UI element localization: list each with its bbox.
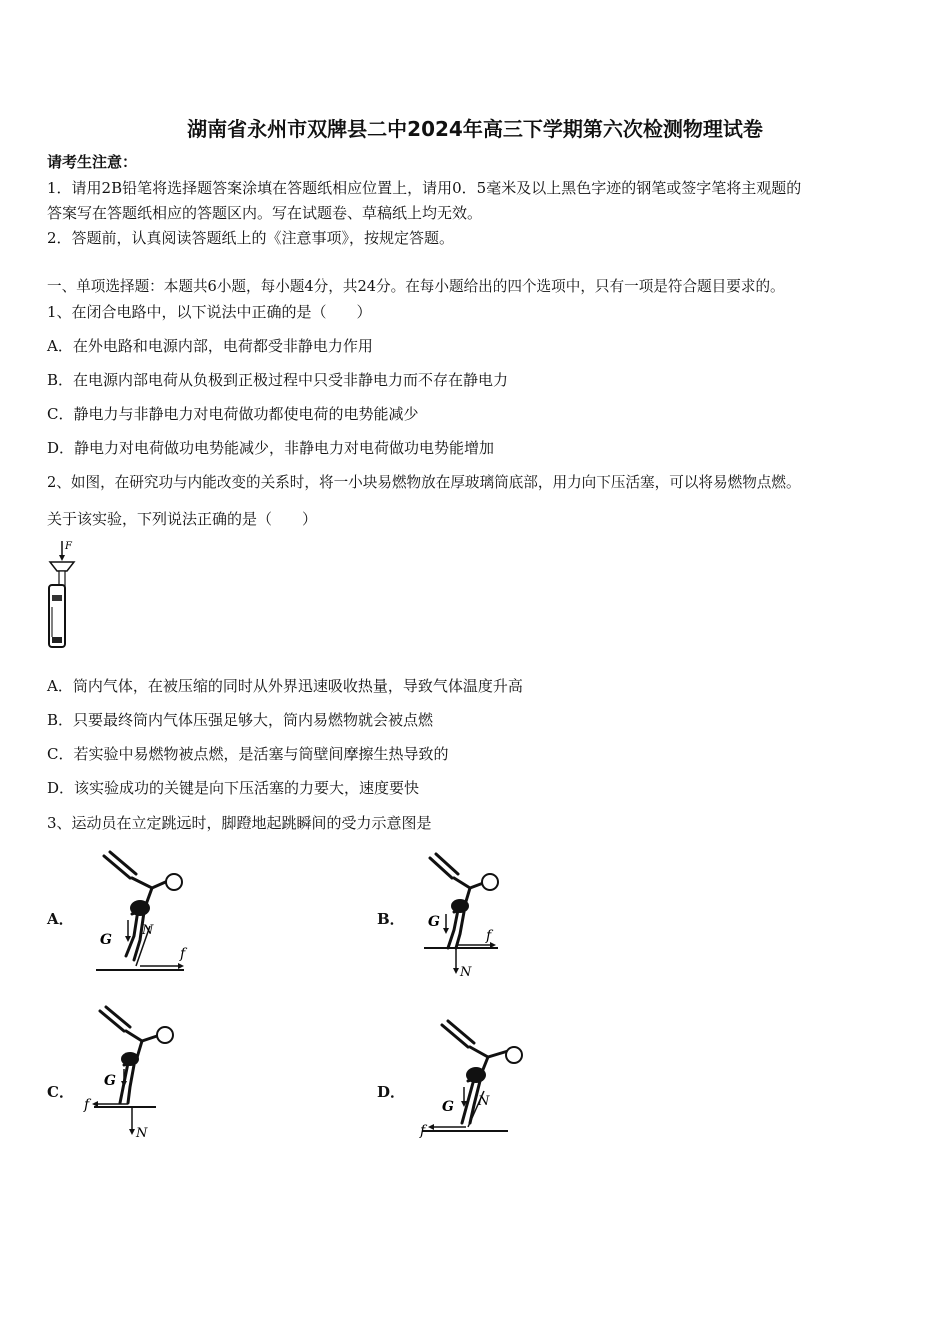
q2-option-b: B．只要最终筒内气体压强足够大，筒内易燃物就会被点燃 (47, 711, 434, 729)
label-n-d: N (478, 1094, 490, 1109)
notice-line-1a: 1．请用2B铅笔将选择题答案涂填在答题纸相应位置上，请用0．5毫米及以上黑色字迹的钢笔或签字笔将主观题的 (47, 179, 802, 197)
q1-option-c: C．静电力与非静电力对电荷做功都使电荷的电势能减少 (47, 405, 419, 423)
athlete-b-shorts (451, 899, 469, 913)
q3-figure-d (412, 1015, 537, 1145)
q1-stem: 1、在闭合电路中，以下说法中正确的是（ ） (47, 303, 372, 321)
q3-stem: 3、运动员在立定跳远时，脚蹬地起跳瞬间的受力示意图是 (47, 814, 432, 832)
arrow-n-c-head (129, 1129, 135, 1135)
arrow-n-b-head (453, 968, 459, 974)
q2-option-d: D．该实验成功的关键是向下压活塞的力要大，速度要快 (47, 779, 420, 797)
athlete-c-shorts (121, 1052, 139, 1066)
athlete-b-head (482, 874, 498, 890)
label-g-c: G (104, 1073, 116, 1089)
section-heading: 一、单项选择题：本题共6小题，每小题4分，共24分。在每小题给出的四个选项中，只有一项是符合题目要求的。 (47, 278, 785, 295)
q2-option-a: A．筒内气体，在被压缩的同时从外界迅速吸收热量，导致气体温度升高 (47, 677, 523, 695)
q3-figure-b (418, 848, 508, 983)
q3-option-b-label: B． (377, 910, 405, 928)
notice-heading: 请考生注意： (47, 153, 138, 171)
label-f-d: f (420, 1123, 426, 1139)
q1-option-d: D．静电力对电荷做功电势能减少，非静电力对电荷做功电势能增加 (47, 439, 495, 457)
athlete-a-head (166, 874, 182, 890)
notice-line-1b: 答案写在答题纸相应的答题区内。写在试题卷、草稿纸上均无效。 (47, 204, 483, 222)
page-title: 湖南省永州市双牌县二中2024年高三下学期第六次检测物理试卷 (187, 117, 763, 141)
label-g-b: G (428, 914, 440, 930)
label-g-a: G (100, 932, 112, 948)
fire-piston-figure (40, 537, 80, 652)
piston-head (52, 595, 62, 601)
label-n-c: N (136, 1126, 148, 1141)
label-f-b: f (486, 928, 492, 944)
arrow-f-a-head (178, 963, 184, 969)
tinder (52, 637, 62, 643)
arrow-f-d-head (428, 1124, 434, 1130)
q3-option-c-label: C． (47, 1083, 74, 1101)
q2-option-c: C．若实验中易燃物被点燃，是活塞与筒壁间摩擦生热导致的 (47, 745, 449, 763)
force-arrow-head (59, 555, 65, 561)
q3-option-a-label: A． (47, 910, 74, 928)
label-f-a: f (180, 946, 186, 962)
label-f-c: f (84, 1097, 90, 1113)
q1-option-a: A．在外电路和电源内部，电荷都受非静电力作用 (47, 337, 373, 355)
force-label-f: F (65, 541, 72, 552)
athlete-d-shorts (466, 1067, 486, 1083)
q1-option-b: B．在电源内部电荷从负极到正极过程中只受非静电力而不存在静电力 (47, 371, 509, 389)
label-n-a: N (142, 923, 154, 938)
q3-figure-a (92, 848, 197, 978)
q2-stem-line1: 2、如图，在研究功与内能改变的关系时，将一小块易燃物放在厚玻璃筒底部，用力向下压活塞，可以将易燃物点燃。 (47, 474, 801, 491)
arrow-g-b-head (443, 928, 449, 934)
piston-handle (50, 562, 74, 571)
arrow-g-a-head (125, 936, 131, 942)
athlete-a-shorts (130, 900, 150, 916)
athlete-d-head (506, 1047, 522, 1063)
athlete-c-head (157, 1027, 173, 1043)
label-g-d: G (442, 1099, 454, 1115)
q3-figure-c (80, 1003, 180, 1143)
notice-line-2: 2．答题前，认真阅读答题纸上的《注意事项》，按规定答题。 (47, 229, 455, 247)
q3-option-d-label: D． (377, 1083, 406, 1101)
label-n-b: N (460, 965, 472, 980)
q2-stem-line2: 关于该实验，下列说法正确的是（ ） (47, 510, 318, 528)
